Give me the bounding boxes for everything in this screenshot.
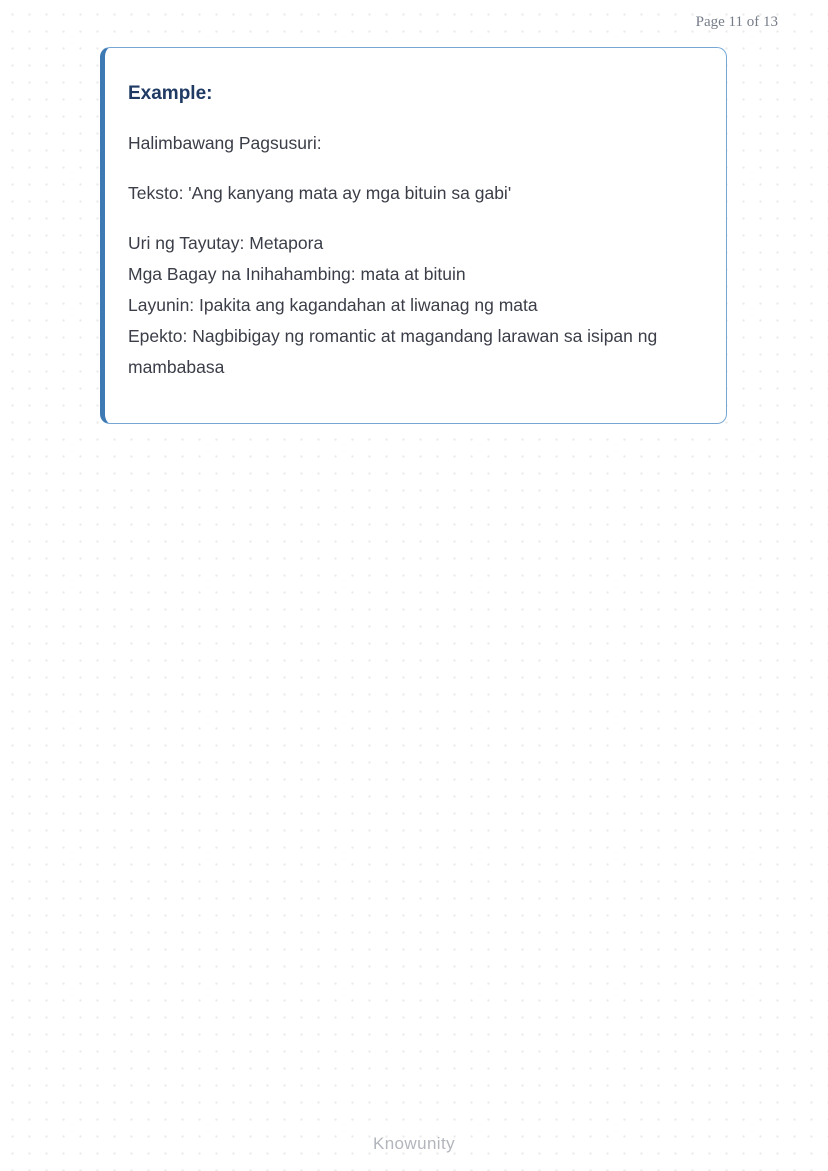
example-intro-line: Halimbawang Pagsusuri: xyxy=(128,133,322,153)
analysis-line-epekto: Epekto: Nagbibigay ng romantic at magandang larawan sa isipan ng mambabasa xyxy=(128,326,658,377)
brand-watermark: Knowunity xyxy=(372,1134,456,1153)
example-box-title: Example: xyxy=(128,83,213,104)
page-indicator: Page 11 of 13 xyxy=(695,14,778,30)
example-text-line: Teksto: 'Ang kanyang mata ay mga bituin sa gabi' xyxy=(128,183,512,203)
analysis-block xyxy=(128,228,696,383)
analysis-line-layunin: Layunin: Ipakita ang kagandahan at liwanag ng mata xyxy=(128,295,538,315)
example-callout-box xyxy=(100,47,727,424)
analysis-line-uri: Uri ng Tayutay: Metapora xyxy=(128,233,324,253)
analysis-line-mga-bagay: Mga Bagay na Inihahambing: mata at bituin xyxy=(128,264,466,284)
